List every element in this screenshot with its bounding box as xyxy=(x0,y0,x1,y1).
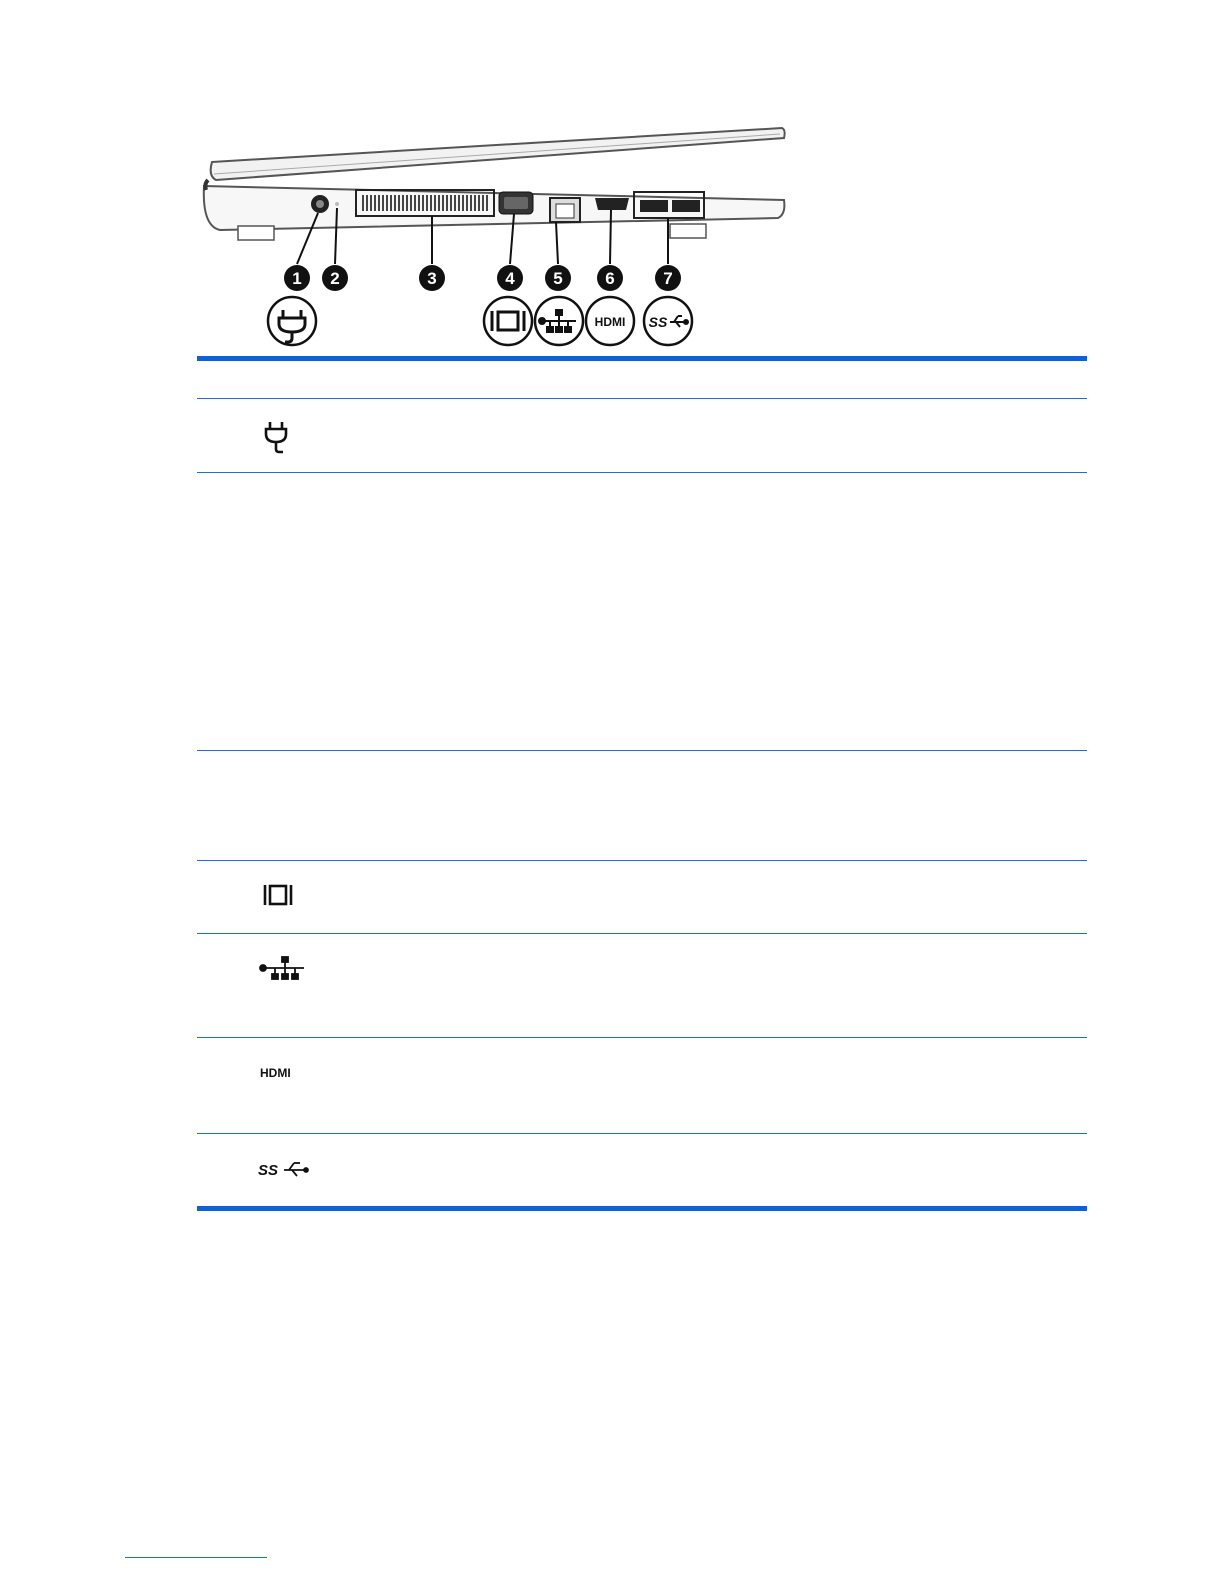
vent-slot xyxy=(434,195,436,211)
vent-slot xyxy=(362,195,364,211)
table-top-rule xyxy=(197,356,1087,361)
callout-number: 3 xyxy=(427,269,437,288)
callout-number: 7 xyxy=(663,269,673,288)
usb-port-2 xyxy=(672,200,700,212)
vent-slot xyxy=(370,195,372,211)
vent-slot xyxy=(410,195,412,211)
callout-badge-1 xyxy=(284,265,310,291)
hdmi-icon: HDMI xyxy=(260,1066,291,1080)
vent-slot xyxy=(394,195,396,211)
vent-slot xyxy=(446,195,448,211)
callout-number: 4 xyxy=(505,269,515,288)
vent-slot xyxy=(382,195,384,211)
vent-slot xyxy=(378,195,380,211)
vent-slot xyxy=(422,195,424,211)
vent-slot xyxy=(486,195,488,211)
table-row-rj45-icon xyxy=(256,954,308,989)
vent-slot xyxy=(398,195,400,211)
vent-slot xyxy=(458,195,460,211)
power-plug-icon xyxy=(256,418,296,458)
hdmi-icon: HDMI xyxy=(594,315,626,329)
callout-badge-5 xyxy=(545,265,571,291)
hdmi-port xyxy=(595,198,629,210)
row-divider xyxy=(197,750,1087,751)
vent-slot xyxy=(366,195,368,211)
callout-badge-3 xyxy=(419,265,445,291)
vent-slot xyxy=(462,195,464,211)
row-divider xyxy=(197,860,1087,861)
callout-number: 2 xyxy=(330,269,340,288)
vent-slot xyxy=(418,195,420,211)
callout-number: 1 xyxy=(292,269,302,288)
callout-badge-6 xyxy=(597,265,623,291)
table-header-rule xyxy=(197,398,1087,399)
vent-slot xyxy=(414,195,416,211)
vent-slot xyxy=(450,195,452,211)
vent-slot xyxy=(478,195,480,211)
superspeed-usb-icon: SS xyxy=(648,314,668,330)
table-row-power-icon xyxy=(256,418,296,463)
callout-number: 6 xyxy=(605,269,615,288)
table-row-usb-icon xyxy=(256,1156,312,1187)
hdmi-icon-circle xyxy=(586,297,634,345)
vent-slot xyxy=(402,195,404,211)
vga-monitor-icon xyxy=(256,880,300,910)
vent-slot xyxy=(374,195,376,211)
vent-slot xyxy=(474,195,476,211)
table-row-hdmi-icon xyxy=(256,1062,308,1087)
vent-slot xyxy=(390,195,392,211)
footnote-rule xyxy=(125,1557,267,1558)
vent-slot xyxy=(470,195,472,211)
row-divider xyxy=(197,1037,1087,1038)
plug-icon-circle xyxy=(268,297,316,345)
laptop-left-side-figure xyxy=(190,118,810,350)
vent-slot xyxy=(482,195,484,211)
vent-slot xyxy=(430,195,432,211)
battery-light xyxy=(335,202,339,206)
vent-slot xyxy=(442,195,444,211)
row-divider xyxy=(197,1133,1087,1134)
vent-slot xyxy=(426,195,428,211)
usb-port-1 xyxy=(640,200,668,212)
vent-slot xyxy=(406,195,408,211)
row-divider xyxy=(197,933,1087,934)
usb-icon-circle xyxy=(644,297,692,345)
callout-badge-4 xyxy=(497,265,523,291)
table-row-vga-icon xyxy=(256,880,300,915)
rj45-icon-circle xyxy=(535,297,583,345)
vent-slot xyxy=(438,195,440,211)
network-rj45-icon xyxy=(256,954,308,984)
callout-badge-2 xyxy=(322,265,348,291)
callout-number: 5 xyxy=(553,269,563,288)
vent-slot xyxy=(454,195,456,211)
superspeed-usb-icon: SS xyxy=(258,1162,279,1179)
row-divider xyxy=(197,472,1087,473)
table-bottom-rule xyxy=(197,1206,1087,1211)
vga-icon-circle xyxy=(484,297,532,345)
vent-slot xyxy=(386,195,388,211)
callout-badge-7 xyxy=(655,265,681,291)
vent-slot xyxy=(466,195,468,211)
